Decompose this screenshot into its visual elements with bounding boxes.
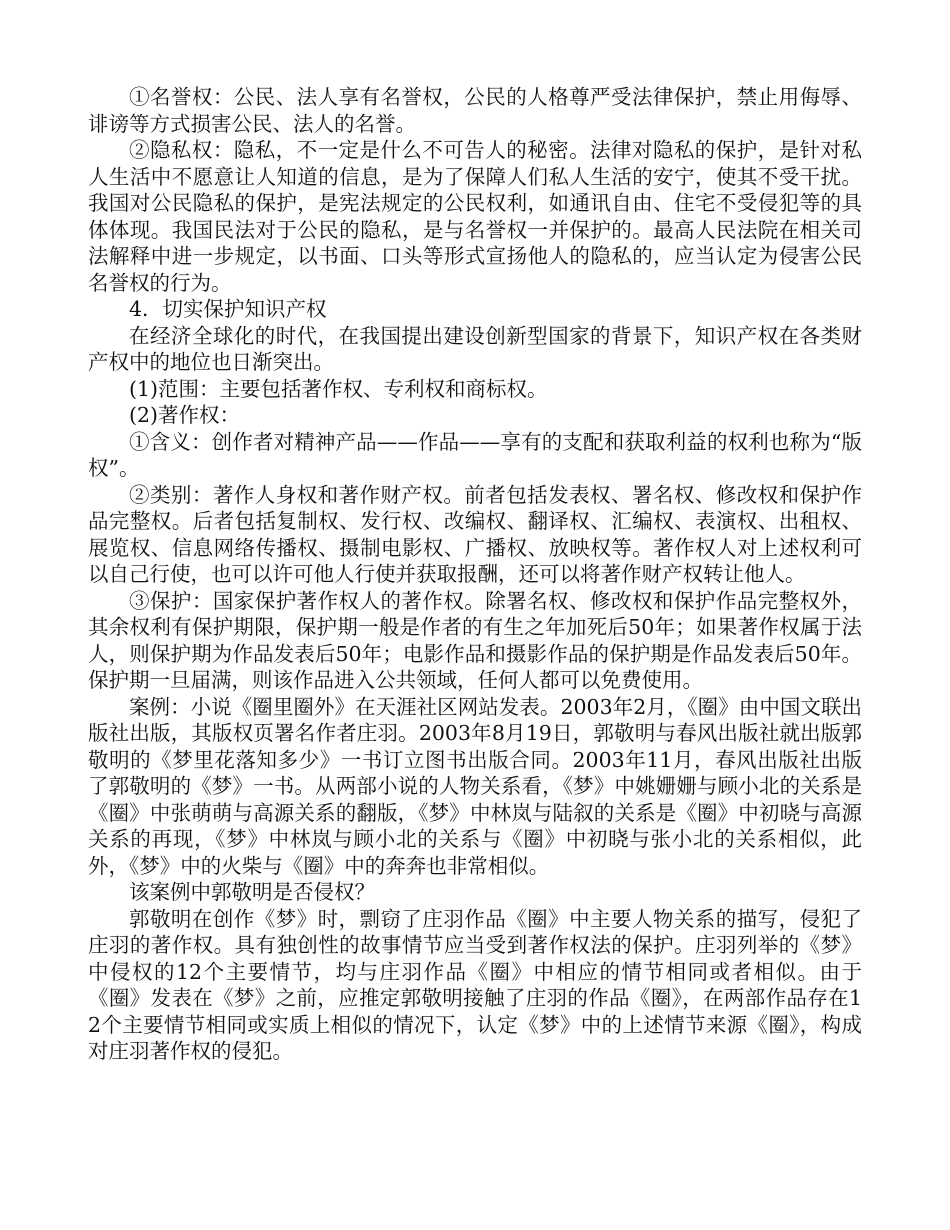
document-body (88, 84, 862, 1065)
paragraph-copyright-meaning: ①含义：创作者对精神产品——作品——享有的支配和获取利益的权利也称为“版权”。 (88, 429, 862, 480)
paragraph-ip-intro: 在经济全球化的时代，在我国提出建设创新型国家的背景下，知识产权在各类财产权中的地位也日渐突出。 (88, 323, 862, 374)
paragraph-copyright-protection: ③保护：国家保护著作权人的著作权。除署名权、修改权和保护作品完整权外，其余权利有保护期限，保护期一般是作者的有生之年加死后50年；如果著作权属于法人，则保护期为作品发表后50年；电影作品和摄影作品的保护期是作品发表后50年。保护期一旦届满，则该作品进入公共领域，任何人都可以免费使用。 (88, 588, 862, 692)
paragraph-reputation-right: ①名誉权：公民、法人享有名誉权，公民的人格尊严受法律保护，禁止用侮辱、诽谤等方式损害公民、法人的名誉。 (88, 85, 862, 136)
paragraph-copyright-heading: (2)著作权： (129, 403, 241, 427)
section-heading-ip: 4．切实保护知识产权 (129, 297, 327, 321)
paragraph-scope: (1)范围：主要包括著作权、专利权和商标权。 (129, 376, 548, 401)
paragraph-privacy-right: ②隐私权：隐私，不一定是什么不可告人的秘密。法律对隐私的保护，是针对私人生活中不愿意让人知道的信息，是为了保障人们私人生活的安宁，使其不受干扰。我国对公民隐私的保护，是宪法规定的公民权利，如通讯自由、住宅不受侵犯等的具体体现。我国民法对于公民的隐私，是与名誉权一并保护的。最高人民法院在相关司法解释中进一步规定，以书面、口头等形式宣扬他人的隐私的，应当认定为侵害公民名誉权的行为。 (88, 138, 862, 295)
paragraph-case-answer: 郭敬明在创作《梦》时，剽窃了庄羽作品《圈》中主要人物关系的描写，侵犯了庄羽的著作权。具有独创性的故事情节应当受到著作权法的保护。庄羽列举的《梦》中侵权的12个主要情节，均与庄羽作品《圈》中相应的情节相同或者相似。由于《圈》发表在《梦》之前，应推定郭敬明接触了庄羽的作品《圈》，在两部作品存在12个主要情节相同或实质上相似的情况下，认定《梦》中的上述情节来源《圈》，构成对庄羽著作权的侵犯。 (88, 906, 862, 1063)
paragraph-case-question: 该案例中郭敬明是否侵权？ (129, 880, 375, 904)
paragraph-case: 案例：小说《圈里圈外》在天涯社区网站发表。2003年2月，《圈》由中国文联出版社出版，其版权页署名作者庄羽。2003年8月19日，郭敬明与春风出版社就出版郭敬明的《梦里花落知多少》一书订立图书出版合同。2003年11月，春风出版社出版了郭敬明的《梦》一书。从两部小说的人物关系看，《梦》中姚姗姗与顾小北的关系是《圈》中张萌萌与高源关系的翻版，《梦》中林岚与陆叙的关系是《圈》中初晓与高源关系的再现，《梦》中林岚与顾小北的关系与《圈》中初晓与张小北的关系相似，此外，《梦》中的火柴与《圈》中的奔奔也非常相似。 (88, 694, 862, 878)
paragraph-copyright-types: ②类别：著作人身权和著作财产权。前者包括发表权、署名权、修改权和保护作品完整权。后者包括复制权、发行权、改编权、翻译权、汇编权、表演权、出租权、展览权、信息网络传播权、摄制电影权、广播权、放映权等。著作权人对上述权利可以自己行使，也可以许可他人行使并获取报酬，还可以将著作财产权转让他人。 (88, 482, 862, 586)
